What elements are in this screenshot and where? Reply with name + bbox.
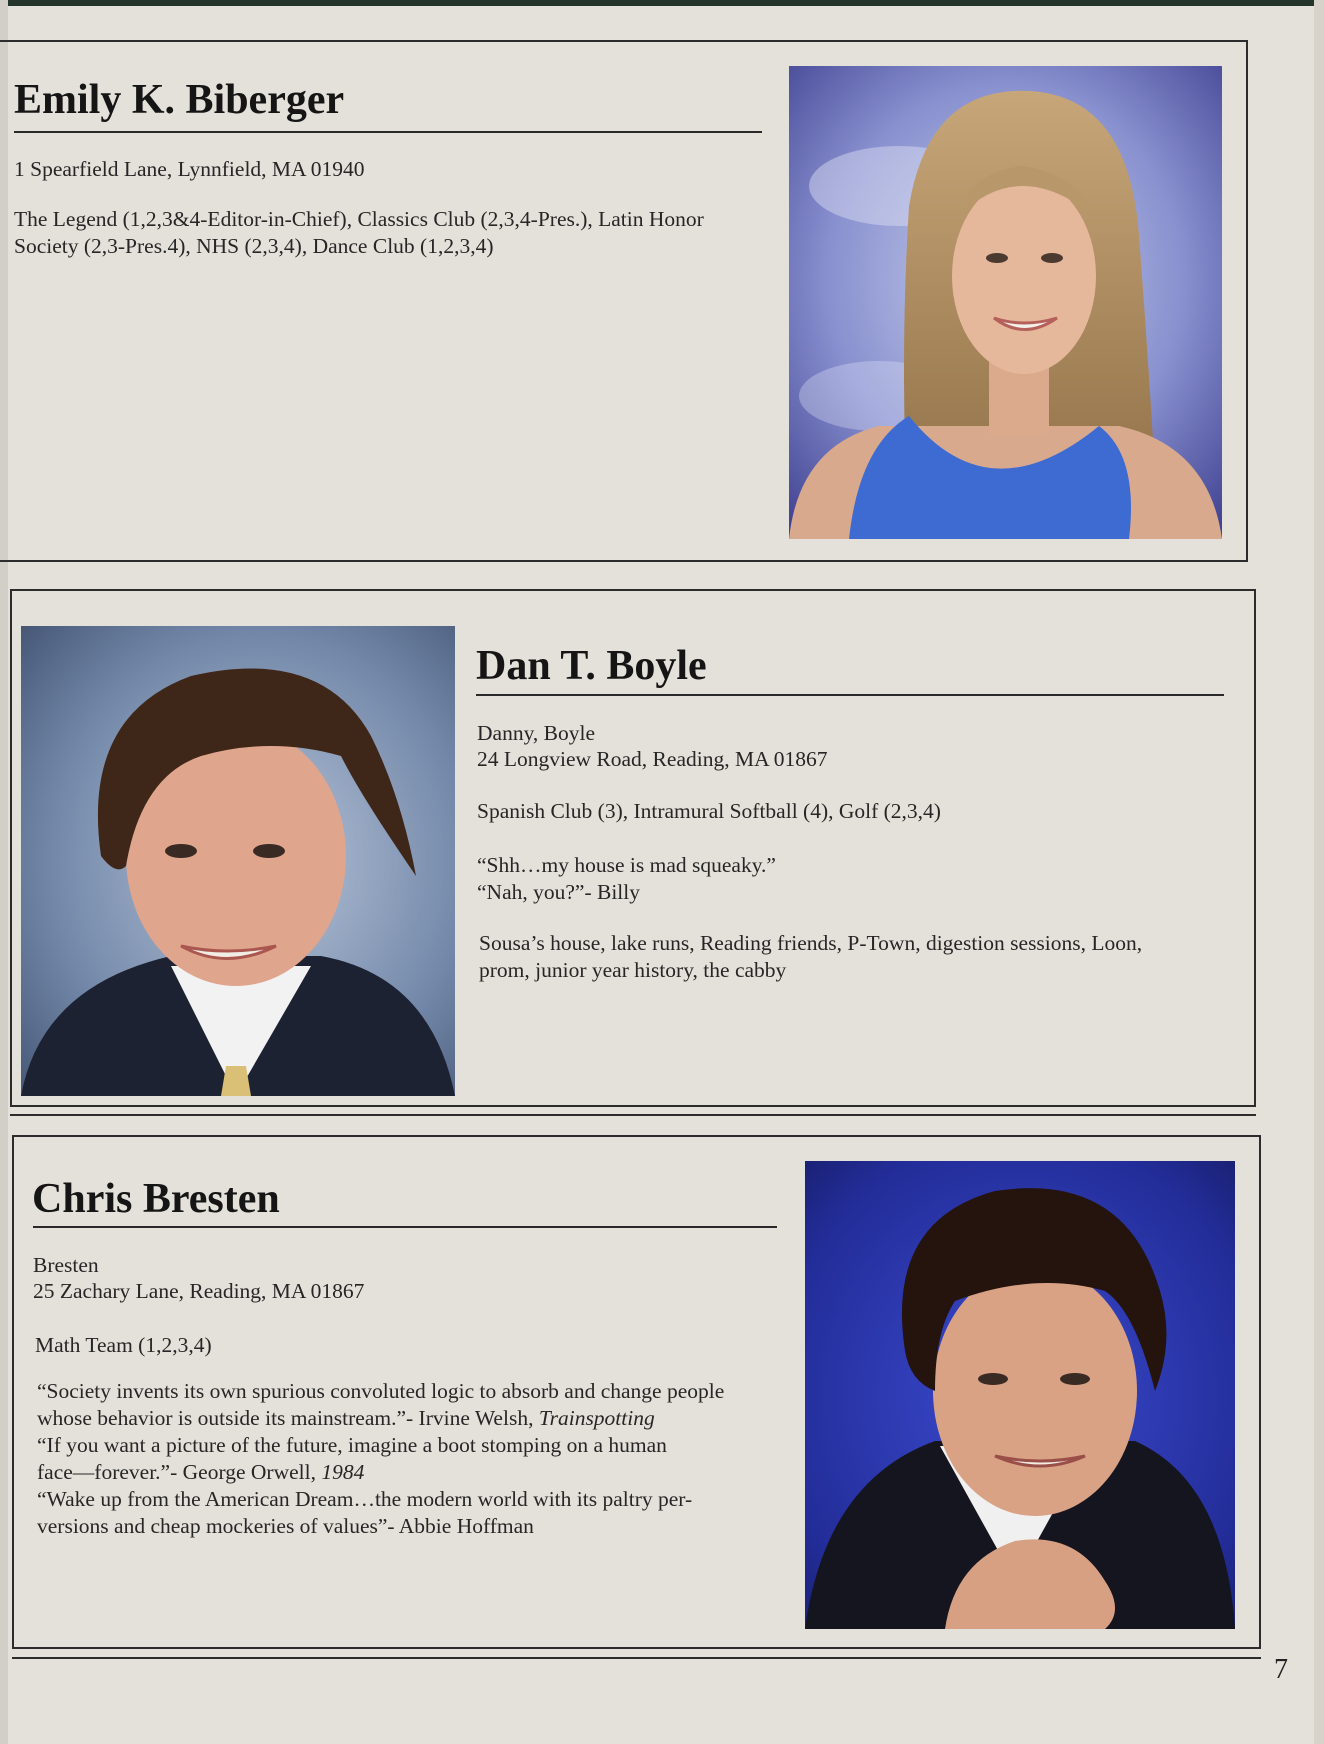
student-activities [14, 206, 704, 260]
student-name: Chris Bresten [32, 1176, 280, 1222]
quote-line: “If you want a picture of the future, imagine a boot stomping on a human [37, 1433, 667, 1457]
card-bottom-rule [10, 1114, 1256, 1116]
quote-line: “Shh…my house is mad squeaky.” [477, 853, 776, 877]
quote-work-title: Trainspotting [538, 1406, 655, 1430]
name-divider [476, 694, 1224, 696]
student-quotes [477, 852, 776, 906]
quote-text: whose behavior is outside its mainstream.”- Irvine Welsh, [37, 1406, 539, 1430]
student-memories [479, 930, 1142, 984]
student-address: 24 Longview Road, Reading, MA 01867 [477, 747, 828, 771]
memories-line: Sousa’s house, lake runs, Reading friends, P-Town, digestion sessions, Loon, [479, 931, 1143, 955]
student-name: Dan T. Boyle [476, 643, 707, 689]
page-right-edge [1314, 0, 1324, 1744]
name-divider [33, 1226, 777, 1228]
quote-line: “Society invents its own spurious convoluted logic to absorb and change people [37, 1379, 725, 1403]
student-photo-boyle [21, 626, 455, 1096]
card-bottom-rule [12, 1657, 1261, 1659]
quote-line: “Nah, you?”- Billy [477, 880, 640, 904]
page-top-edge [0, 0, 1324, 6]
student-nickname: Bresten [33, 1253, 99, 1277]
activities-line: The Legend (1,2,3&4-Editor-in-Chief), Classics Club (2,3,4-Pres.), Latin Honor [14, 207, 704, 231]
student-name: Emily K. Biberger [14, 77, 345, 123]
name-divider [14, 131, 762, 133]
memories-line: prom, junior year history, the cabby [479, 958, 787, 982]
student-photo-biberger [789, 66, 1222, 539]
student-address: 25 Zachary Lane, Reading, MA 01867 [33, 1279, 365, 1303]
quote-line [37, 1459, 724, 1486]
student-activities: Spanish Club (3), Intramural Softball (4), Golf (2,3,4) [477, 799, 941, 823]
student-photo-bresten [805, 1161, 1235, 1629]
portrait-male-suit-image [21, 626, 455, 1096]
quote-line: “Wake up from the American Dream…the modern world with its paltry per- [37, 1487, 693, 1511]
quote-line: versions and cheap mockeries of values”- Abbie Hoffman [37, 1514, 534, 1538]
portrait-male-curly-image [805, 1161, 1235, 1629]
student-activities: Math Team (1,2,3,4) [35, 1333, 212, 1357]
activities-line: Society (2,3-Pres.4), NHS (2,3,4), Dance Club (1,2,3,4) [14, 234, 494, 258]
quote-work-title: 1984 [321, 1460, 365, 1484]
student-quotes [37, 1378, 724, 1540]
student-address: 1 Spearfield Lane, Lynnfield, MA 01940 [14, 157, 365, 181]
quote-line [37, 1405, 724, 1432]
page-number: 7 [1274, 1654, 1288, 1685]
quote-text: face—forever.”- George Orwell, [37, 1460, 322, 1484]
student-nickname: Danny, Boyle [477, 721, 596, 745]
portrait-female-image [789, 66, 1222, 539]
